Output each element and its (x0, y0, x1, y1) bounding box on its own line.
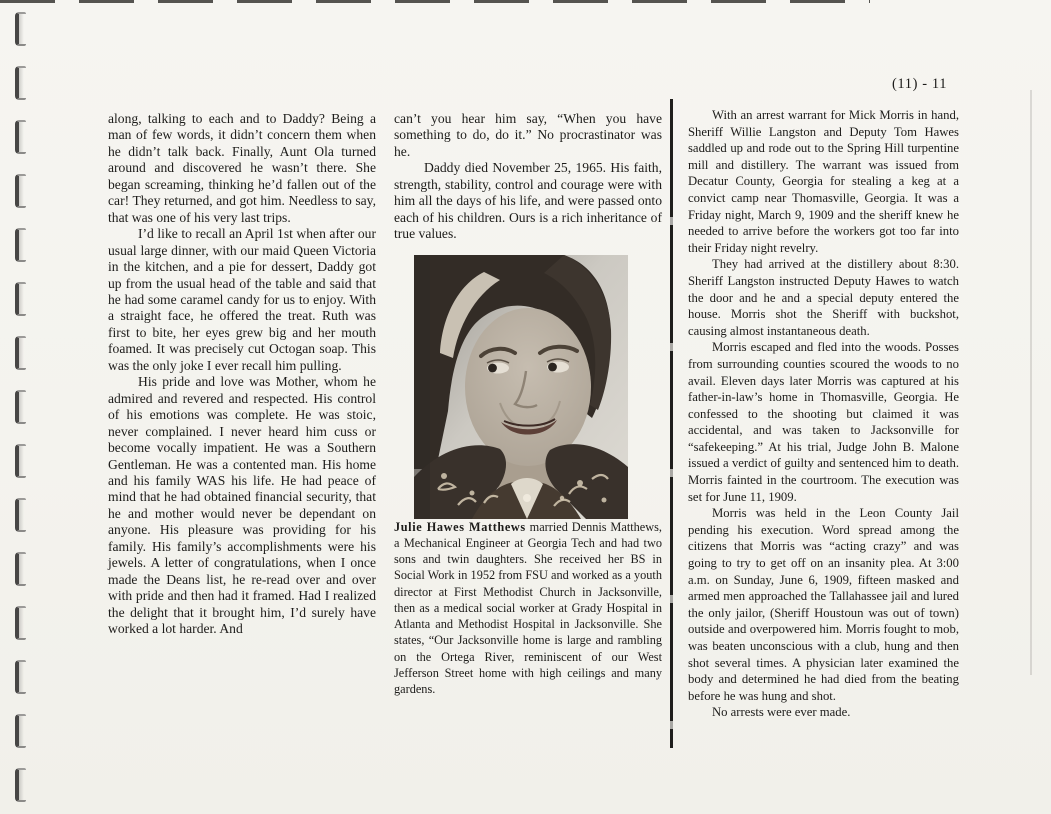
paragraph: They had arrived at the distillery about 8:30. Sheriff Langston instructed Deputy Hawes to watch the door and he and a special deputy entered the house. Morris shot the Sheriff with buckshot, causing almost instantaneous death. (688, 257, 959, 338)
text-column-2 (394, 111, 662, 697)
binding-hole (15, 768, 26, 802)
paragraph: With an arrest warrant for Mick Morris in hand, Sheriff Willie Langston and Deputy Tom Hawes saddled up and rode out to the Spring Hill turpentine mill and distillery. The warrant was issued from Decatur County, Georgia for stealing a keg at a convict camp near Thomasville, Georgia. It was a Friday night, March 9, 1909 and the sheriff knew he needed to arrive before the workers got too far into their Friday night revelry. (688, 108, 959, 255)
paragraph: can’t you hear him say, “When you have something to do, do it.” No procrastinator was he. (394, 111, 662, 159)
caption-name: Julie Hawes Matthews (394, 519, 526, 534)
paragraph: Morris was held in the Leon County Jail pending his execution. Word spread among the citizens that Morris was “acting crazy” and was going to try to get off on an insanity plea. At 3:00 a.m. on Sunday, June 6, 1909, fifteen masked and armed men approached the Tallahassee jail and lured the only jailor, (Sheriff Houstoun was out of town) outside and overpowered him. Morris fought to mob, was beaten unconscious with a club, hung and then shot several times. A physician later examined the body and determined he had died from the beating before he was hung and shot. (688, 506, 959, 703)
portrait-photo (414, 255, 628, 519)
binding-hole (15, 606, 26, 640)
portrait-photo-illustration (414, 255, 628, 519)
paragraph: Morris escaped and fled into the woods. Posses from surrounding counties scoured the woods to no avail. Eleven days later Morris was captured at his father-in-law’s home in Thomasville, Georgia. He confessed to the shooting but claimed it was accidental, and was taken to Jacksonville for “safekeeping.” At his trial, Judge John B. Malone issued a verdict of guilty and sentenced him to death. Morris fainted in the courtroom. The execution was set for June 11, 1909. (688, 340, 959, 504)
binding-hole (15, 498, 26, 532)
page-number: (11) - 11 (892, 76, 948, 92)
binding-hole (15, 282, 26, 316)
binding-holes (15, 12, 29, 802)
paragraph: I’d like to recall an April 1st when after our usual large dinner, with our maid Queen Victoria in the kitchen, and a pie for dessert, Daddy got up from the usual head of the table and said that he had some caramel candy for us to enjoy. With a straight face, he offered the treat. Ruth was first to bite, her eyes grew big and her mouth foamed. It was precisely cut Octogan soap. This was the only joke I ever recall him pulling. (108, 226, 376, 373)
page-edge-shadow (1030, 90, 1032, 675)
binding-hole (15, 714, 26, 748)
binding-hole (15, 444, 26, 478)
binding-hole (15, 228, 26, 262)
text-column-3 (688, 107, 959, 721)
paragraph: along, talking to each and to Daddy? Being a man of few words, it didn’t concern them when he didn’t talk back. Finally, Aunt Ola turned around and discovered he wasn’t there. She began screaming, thinking he’d fallen out of the car! They returned, and got him. Needless to say, that was one of his very last trips. (108, 111, 376, 225)
binding-hole (15, 336, 26, 370)
binding-hole (15, 174, 26, 208)
column-divider-rule (670, 99, 673, 748)
scan-edge-line (0, 0, 870, 3)
caption-text: married Dennis Matthews, a Mechanical Engineer at Georgia Tech and had two sons and twin daughters. She received her BS in Social Work in 1952 from FSU and worked as a youth director at First Methodist Church in Jacksonville, then as a medical social worker at Grady Hospital in Atlanta and Methodist Hospital in Jacksonville. She states, “Our Jacksonville home is large and rambling on the Ortega River, reminiscent of our West Jefferson Street home with high ceilings and many gardens. (394, 519, 663, 697)
binding-hole (15, 66, 26, 100)
photo-caption (394, 519, 662, 698)
text-column-1 (108, 111, 376, 638)
binding-hole (15, 12, 26, 46)
paragraph: His pride and love was Mother, whom he admired and revered and respected. His control of his emotions was complete. He was stoic, never complained. I never heard him cuss or become vocally impatient. He was a Southern Gentleman. He was a contented man. His home and his family WAS his life. He had peace of mind that he had obtained financial security, that he and mother would never be dependant on anyone. His pleasure was providing for his family. His family’s accomplishments were his jewels. A letter of congratulations, when I once made the Deans list, he re-read over and over with pride and then had it framed. Had I realized the delight that it brought him, I’d surely have worked a lot harder. And (108, 374, 376, 637)
binding-hole (15, 660, 26, 694)
binding-hole (15, 390, 26, 424)
binding-hole (15, 120, 26, 154)
paragraph: No arrests were ever made. (712, 705, 851, 720)
paragraph: Daddy died November 25, 1965. His faith, strength, stability, control and courage were with him all the days of his life, and were passed onto each of his children. Ours is a rich inheritance of true values. (394, 160, 662, 242)
binding-hole (15, 552, 26, 586)
